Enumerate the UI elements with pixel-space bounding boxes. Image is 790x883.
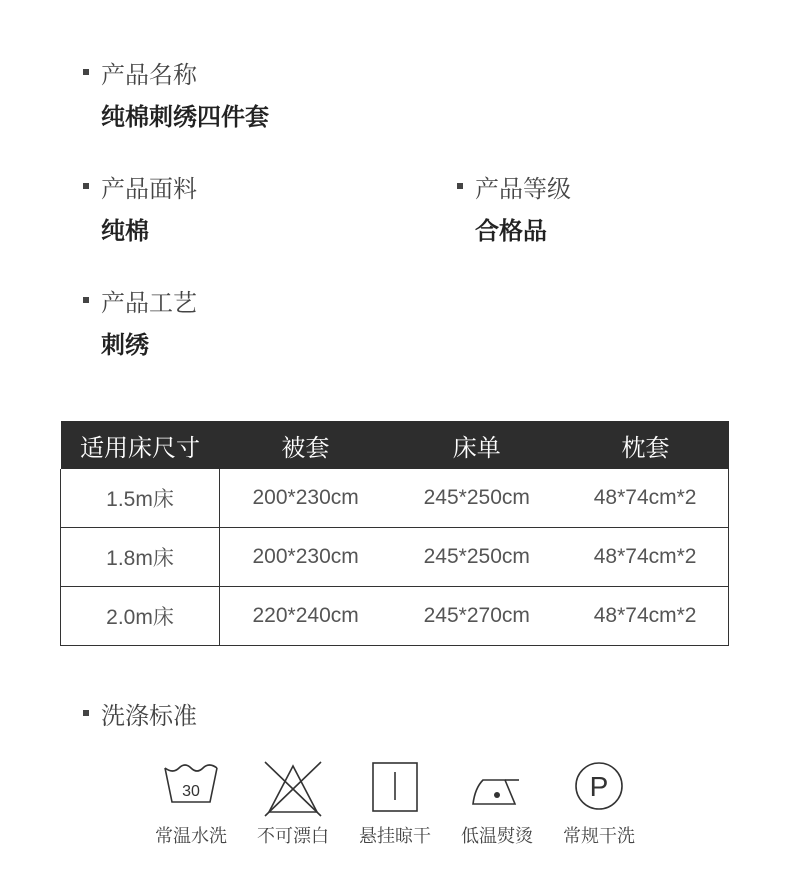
- care-label: 低温熨烫: [461, 826, 533, 847]
- header-cell: 被套: [220, 421, 392, 469]
- attr-value: 合格品: [475, 217, 547, 245]
- header-cell: 枕套: [562, 421, 728, 469]
- attr-product-grade: [457, 171, 571, 246]
- dry-clean-letter: P: [589, 771, 609, 802]
- table-cell: 48*74cm*2: [562, 469, 728, 528]
- hang-dry-icon: [363, 758, 427, 818]
- care-item: [242, 758, 344, 848]
- attr-product-craft: [83, 285, 197, 360]
- attr-value: 纯棉刺绣四件套: [101, 103, 269, 131]
- washing-heading-label: 洗涤标准: [101, 701, 197, 730]
- bullet-icon: [83, 69, 89, 75]
- table-cell: 48*74cm*2: [562, 528, 728, 587]
- attr-label: 产品等级: [475, 174, 571, 203]
- table-cell: 245*250cm: [391, 528, 562, 587]
- bullet-icon: [457, 183, 463, 189]
- bullet-icon: [83, 183, 89, 189]
- care-item: [344, 758, 446, 848]
- table-row: [61, 528, 729, 587]
- attr-value: 纯棉: [101, 217, 149, 245]
- table-cell: 220*240cm: [220, 587, 392, 646]
- care-item: [140, 758, 242, 848]
- size-table-header: [61, 421, 729, 469]
- care-label: 悬挂晾干: [359, 826, 431, 847]
- washing-heading: [83, 698, 197, 728]
- table-cell: 48*74cm*2: [562, 587, 728, 646]
- wash-temp-text: 30: [182, 783, 200, 800]
- attr-product-name: [83, 57, 269, 132]
- bullet-icon: [83, 710, 89, 716]
- attr-product-fabric: [83, 171, 197, 246]
- table-cell: 245*250cm: [391, 469, 562, 528]
- table-row: [61, 469, 729, 528]
- table-cell: 2.0m床: [61, 587, 220, 646]
- table-cell: 245*270cm: [391, 587, 562, 646]
- header-cell: 适用床尺寸: [61, 421, 220, 469]
- care-label: 常温水洗: [155, 826, 227, 847]
- care-label: 不可漂白: [257, 826, 329, 847]
- care-item: [548, 758, 650, 848]
- table-cell: 200*230cm: [220, 469, 392, 528]
- table-cell: 200*230cm: [220, 528, 392, 587]
- size-table: [60, 421, 729, 646]
- table-cell: 1.8m床: [61, 528, 220, 587]
- low-iron-icon: [465, 758, 529, 818]
- table-cell: 1.5m床: [61, 469, 220, 528]
- attr-label: 产品工艺: [101, 288, 197, 317]
- attr-label: 产品面料: [101, 174, 197, 203]
- bullet-icon: [83, 297, 89, 303]
- no-bleach-icon: [261, 758, 325, 818]
- dry-clean-icon: [567, 758, 631, 818]
- care-label: 常规干洗: [563, 826, 635, 847]
- attr-value: 刺绣: [101, 331, 149, 359]
- attr-label: 产品名称: [101, 60, 197, 89]
- care-symbols: [140, 758, 650, 848]
- table-row: [61, 587, 729, 646]
- wash-30-icon: [159, 758, 223, 818]
- care-item: [446, 758, 548, 848]
- header-cell: 床单: [391, 421, 562, 469]
